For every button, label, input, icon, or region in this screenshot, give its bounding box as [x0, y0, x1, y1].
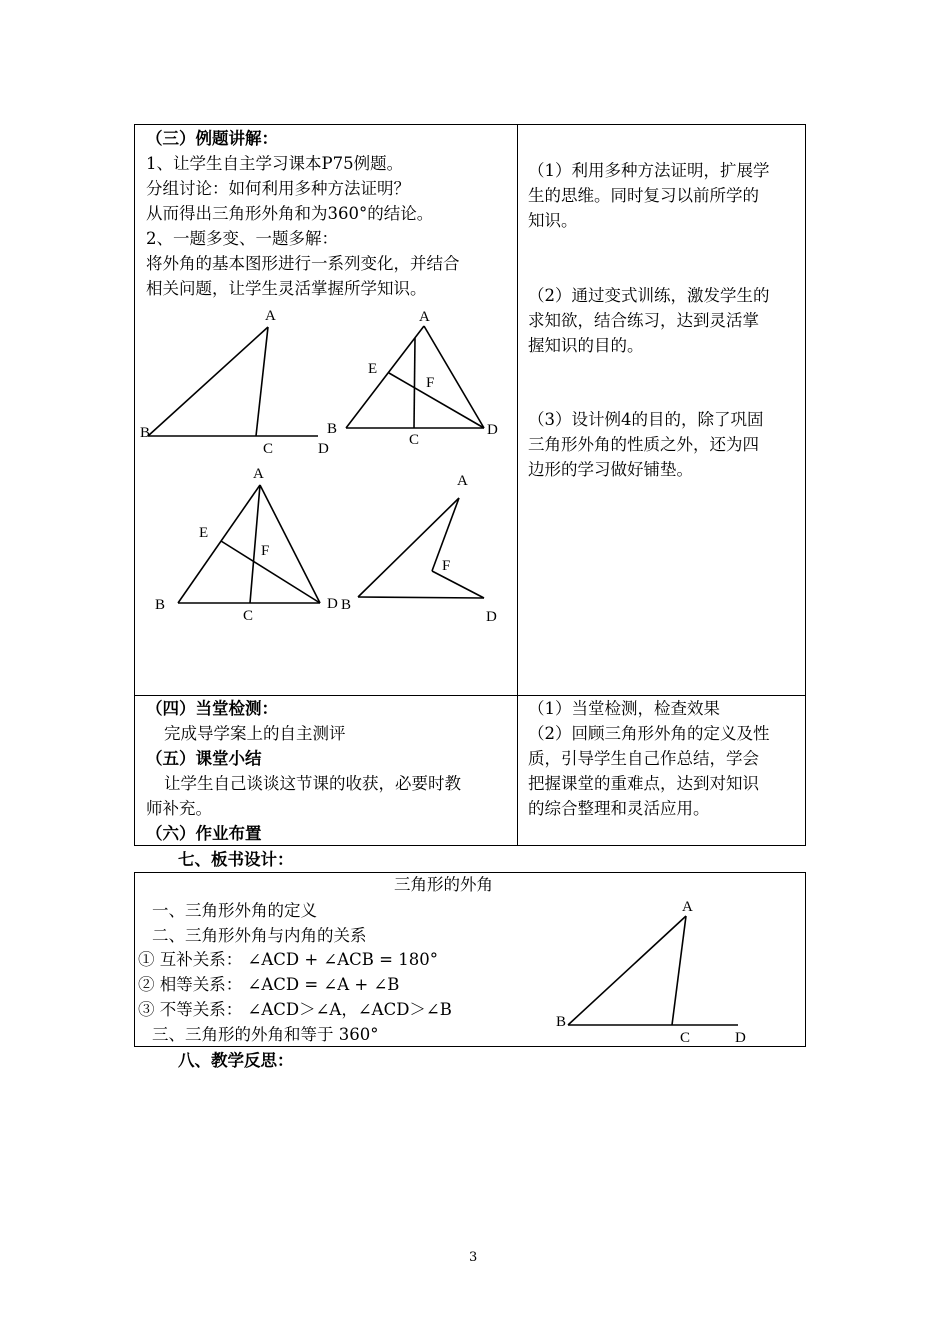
- section3-line-1: 1、让学生自主学习课本P75例题。: [146, 154, 404, 173]
- figure-2-triangle: [346, 326, 484, 428]
- section3-note-3-line-2: 三角形外角的性质之外，还为四: [528, 435, 759, 454]
- fig3-label-F: F: [261, 543, 270, 559]
- fig3-label-C: C: [243, 608, 254, 624]
- section6-heading: （六）作业布置: [146, 824, 262, 843]
- fig2-label-B: B: [327, 421, 338, 437]
- section4-note-5: 的综合整理和灵活应用。: [528, 799, 710, 818]
- section7-heading: 七、板书设计：: [178, 850, 294, 869]
- board-line-3: ① 互补关系： ∠ACD + ∠ACB = 180°: [138, 950, 438, 969]
- fig1-label-C: C: [263, 441, 274, 457]
- section5-text-line-1: 让学生自己谈谈这节课的收获，必要时教: [164, 774, 461, 793]
- section4-heading: （四）当堂检测：: [146, 699, 278, 718]
- figure-4-dart: [358, 498, 484, 598]
- section3-note-2-line-3: 握知识的目的。: [528, 336, 644, 355]
- fig5-label-B: B: [556, 1014, 567, 1030]
- board-line-2: 二、三角形外角与内角的关系: [152, 926, 367, 945]
- section3-note-1-line-3: 知识。: [528, 211, 578, 230]
- board-figure: [540, 890, 780, 1050]
- board-title: 三角形的外角: [394, 875, 493, 894]
- section4-note-2: （2）回顾三角形外角的定义及性: [528, 724, 770, 743]
- section3-note-3-line-3: 边形的学习做好铺垫。: [528, 460, 693, 479]
- fig1-label-A: A: [265, 308, 276, 324]
- fig1-label-B: B: [140, 425, 151, 441]
- fig2-label-F: F: [426, 375, 435, 391]
- section4-note-3: 质，引导学生自己作总结，学会: [528, 749, 759, 768]
- section8-heading: 八、教学反思：: [178, 1051, 294, 1070]
- board-line-1: 一、三角形外角的定义: [152, 901, 317, 920]
- section4-text: 完成导学案上的自主测评: [164, 724, 346, 743]
- fig3-label-E: E: [199, 525, 209, 541]
- section3-note-1-line-2: 生的思维。同时复习以前所学的: [528, 186, 759, 205]
- section3-line-6: 相关问题，让学生灵活掌握所学知识。: [146, 279, 427, 298]
- section3-heading: （三）例题讲解：: [146, 129, 278, 148]
- fig5-label-D: D: [735, 1030, 746, 1046]
- board-line-5: ③ 不等关系： ∠ACD＞∠A，∠ACD＞∠B: [138, 1000, 452, 1019]
- fig4-label-A: A: [457, 473, 468, 489]
- section3-line-5: 将外角的基本图形进行一系列变化，并结合: [146, 254, 460, 273]
- fig4-label-D: D: [486, 609, 497, 625]
- fig3-label-B: B: [155, 597, 166, 613]
- fig2-label-C: C: [409, 432, 420, 448]
- section3-note-3-line-1: （3）设计例4的目的，除了巩固: [528, 410, 764, 429]
- section5-text-line-2: 师补充。: [146, 799, 212, 818]
- board-line-4: ② 相等关系： ∠ACD = ∠A + ∠B: [138, 975, 400, 994]
- section3-line-3: 从而得出三角形外角和为360°的结论。: [146, 204, 434, 223]
- section3-note-2-line-2: 求知欲，结合练习，达到灵活掌: [528, 311, 759, 330]
- section3-note-2-line-1: （2）通过变式训练，激发学生的: [528, 286, 770, 305]
- fig2-label-A: A: [419, 309, 430, 325]
- fig4-label-B: B: [341, 597, 352, 613]
- page-number: 3: [469, 1250, 478, 1265]
- section5-heading: （五）课堂小结: [146, 749, 262, 768]
- section3-note-1-line-1: （1）利用多种方法证明，扩展学: [528, 161, 770, 180]
- figure-3-triangle: [178, 485, 320, 603]
- fig2-label-E: E: [368, 361, 378, 377]
- section3-line-2: 分组讨论：如何利用多种方法证明？: [146, 179, 410, 198]
- figure-1-triangle: [148, 327, 318, 436]
- section4-note-1: （1）当堂检测，检查效果: [528, 699, 720, 718]
- fig5-label-C: C: [680, 1030, 691, 1046]
- fig3-label-A: A: [253, 466, 264, 482]
- board-line-6: 三、三角形的外角和等于 360°: [152, 1025, 379, 1044]
- fig5-label-A: A: [682, 899, 693, 915]
- fig2-label-D: D: [487, 422, 498, 438]
- fig3-label-D: D: [327, 596, 338, 612]
- section4-note-4: 把握课堂的重难点，达到对知识: [528, 774, 759, 793]
- fig4-label-F: F: [442, 558, 451, 574]
- section3-line-4: 2、一题多变、一题多解：: [146, 229, 338, 248]
- fig1-label-D: D: [318, 441, 329, 457]
